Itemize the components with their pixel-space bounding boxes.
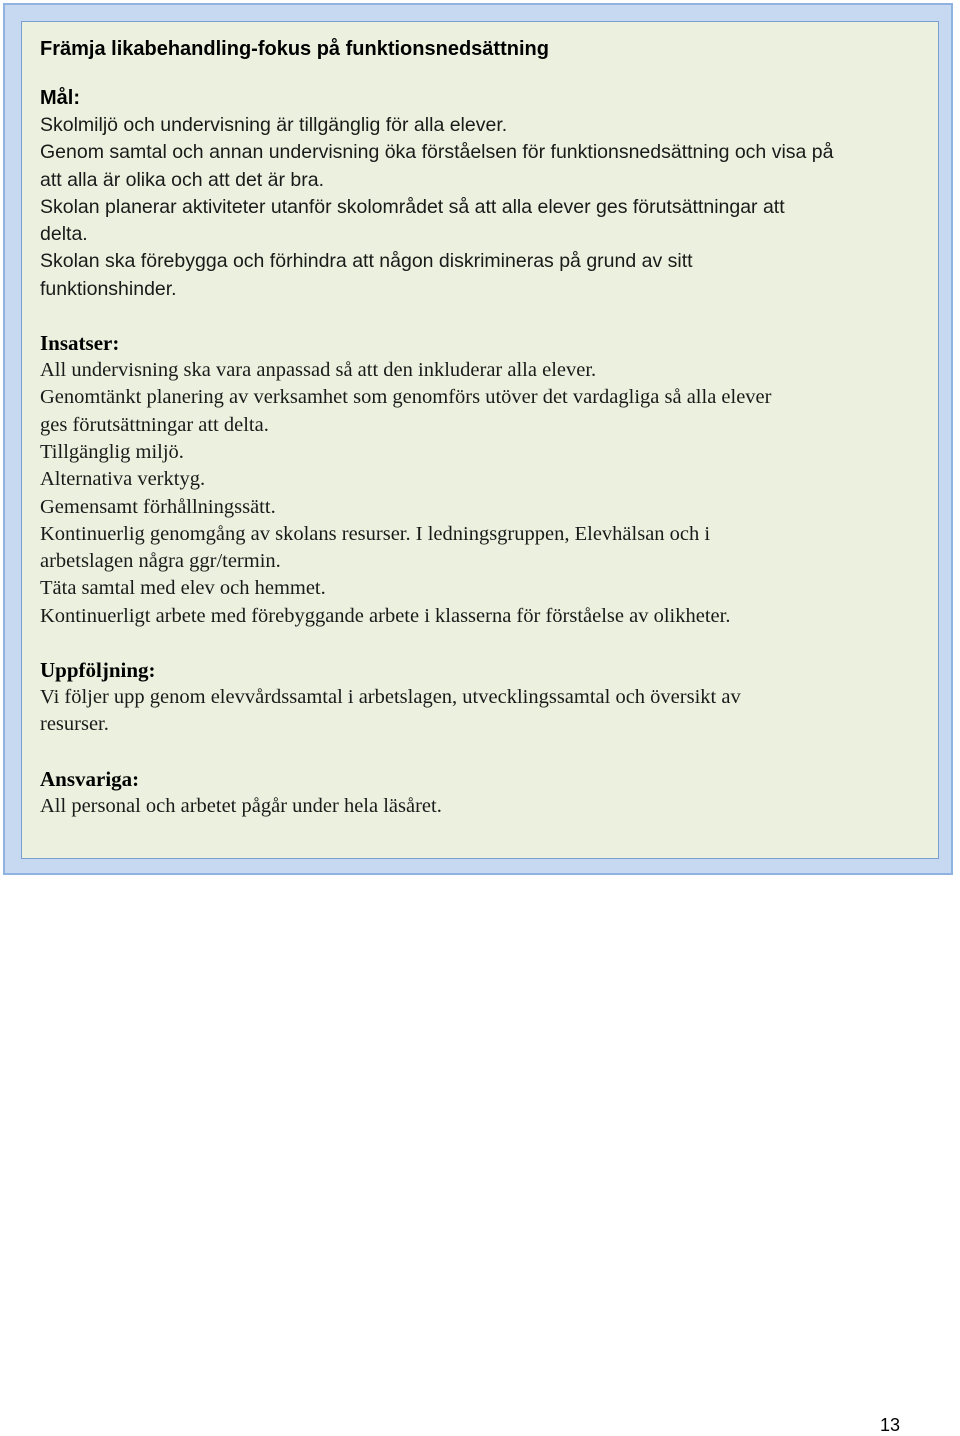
text-line: Alternativa verktyg. <box>40 468 206 491</box>
text-line: ges förutsättningar att delta. <box>40 413 269 436</box>
text-line: Kontinuerligt arbete med förebyggande arbete i klasserna för förståelse av olikheter. <box>40 604 731 627</box>
text-line: All undervisning ska vara anpassad så att den inkluderar alla elever. <box>40 359 597 382</box>
text-line: All personal och arbetet pågår under hela läsåret. <box>40 794 442 817</box>
text-line: Skolan ska förebygga och förhindra att någon diskrimineras på grund av sitt <box>40 250 693 273</box>
text-line: Gemensamt förhållningssätt. <box>40 495 276 518</box>
text-line: Genom samtal och annan undervisning öka förståelsen för funktionsnedsättning och visa på <box>40 141 834 164</box>
text-line: Skolmiljö och undervisning är tillgänglig för alla elever. <box>40 114 508 136</box>
section-heading-ansvariga: Ansvariga: <box>40 766 140 791</box>
text-line: Kontinuerlig genomgång av skolans resurser. I ledningsgruppen, Elevhälsan och i <box>40 522 711 545</box>
text-line: Vi följer upp genom elevvårdssamtal i arbetslagen, utvecklingssamtal och översikt av <box>40 686 741 709</box>
text-line: Genomtänkt planering av verksamhet som genomförs utöver det vardagliga så alla elever <box>40 386 772 409</box>
text-line: att alla är olika och att det är bra. <box>40 168 324 191</box>
content <box>40 35 928 847</box>
text-line: arbetslagen några ggr/termin. <box>40 550 281 573</box>
text-line: delta. <box>40 223 88 246</box>
text-line: Täta samtal med elev och hemmet. <box>40 577 326 600</box>
text-line: resurser. <box>40 713 109 736</box>
section-ansvariga <box>40 766 928 820</box>
document-frame <box>3 3 953 875</box>
section-heading-mal: Mål: <box>40 87 80 109</box>
document-title: Främja likabehandling-fokus på funktionsnedsättning <box>40 38 549 60</box>
section-insatser <box>40 330 928 630</box>
section-mal <box>40 85 928 303</box>
text-line: funktionshinder. <box>40 277 177 300</box>
text-line: Tillgänglig miljö. <box>40 440 184 463</box>
section-uppfoljning <box>40 657 928 739</box>
text-line: Skolan planerar aktiviteter utanför skolområdet så att alla elever ges förutsättningar att <box>40 195 785 218</box>
section-heading-insatser: Insatser: <box>40 331 120 356</box>
page-number: 13 <box>880 1415 901 1435</box>
section-heading-uppfoljning: Uppföljning: <box>40 658 156 683</box>
content-panel <box>21 21 939 859</box>
